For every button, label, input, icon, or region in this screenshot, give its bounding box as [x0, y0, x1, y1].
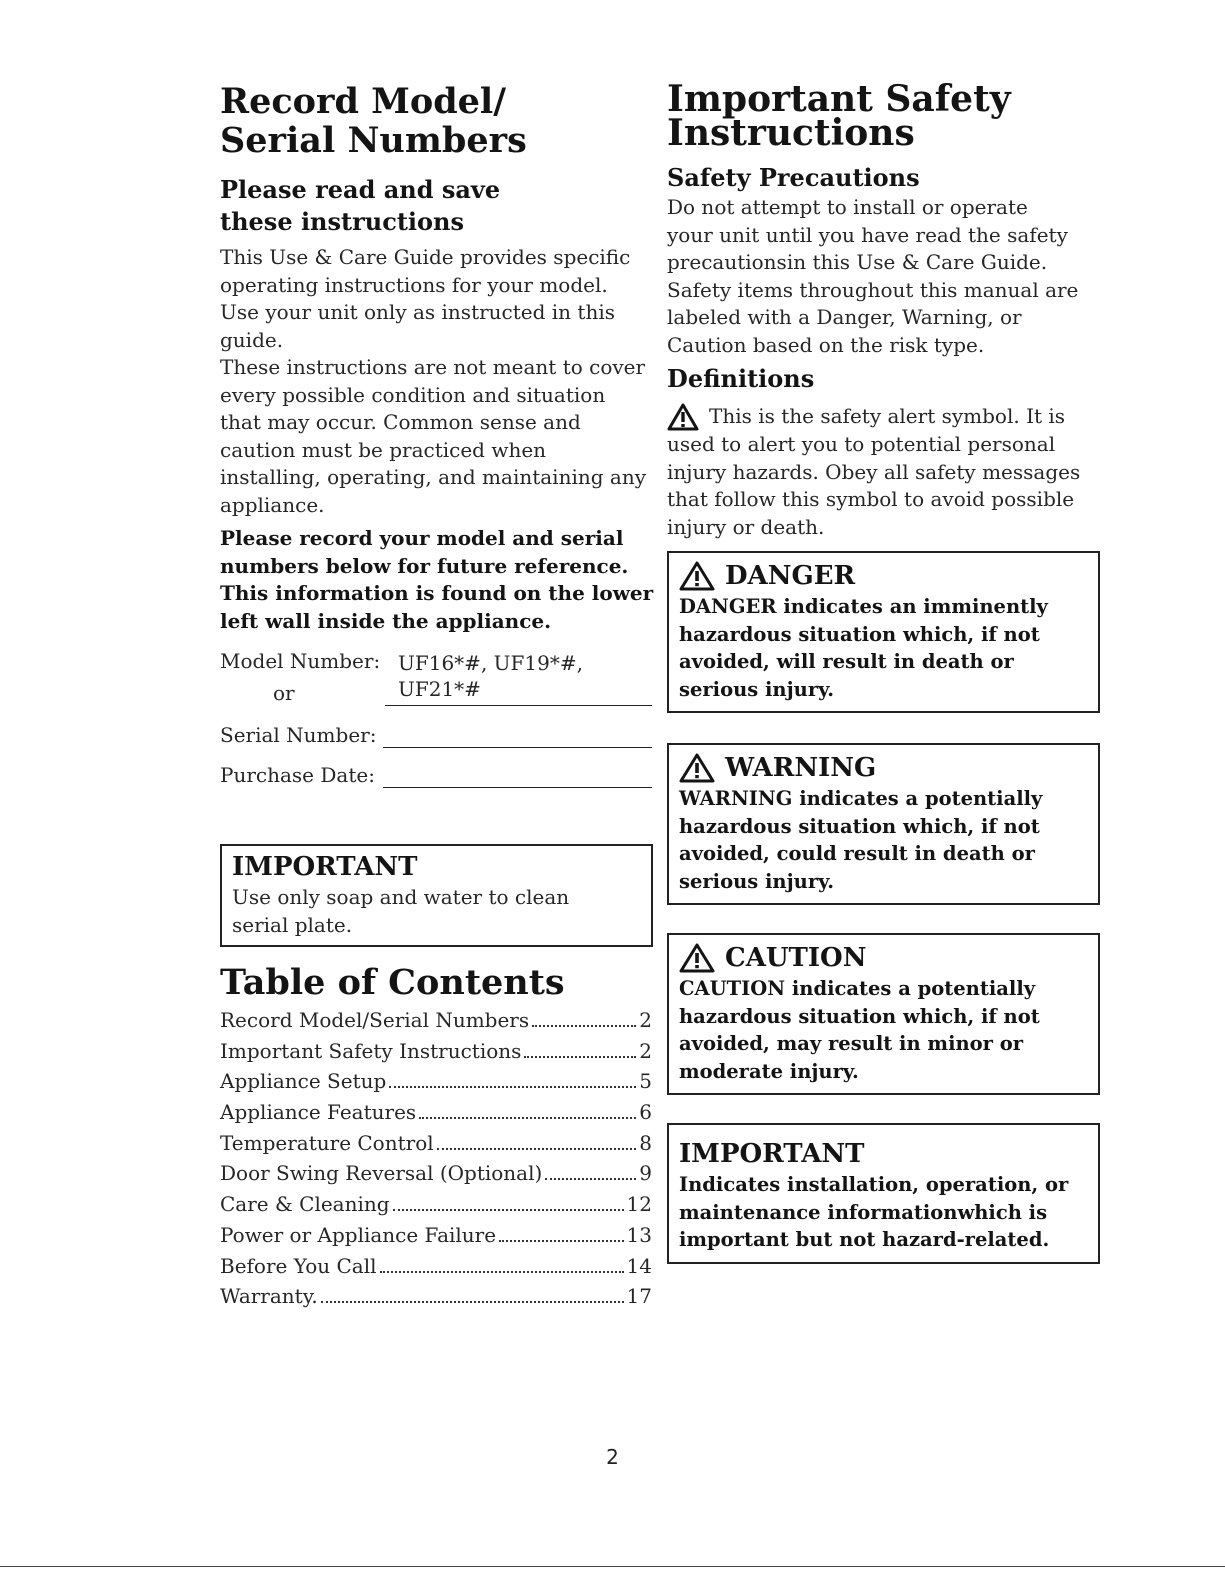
toc-item-page: 9 [639, 1161, 652, 1186]
danger-line: avoided, will result in death or [679, 650, 1014, 673]
precautions-line: Caution based on the risk type. [667, 332, 985, 357]
important-box-serial-plate [220, 844, 653, 947]
toc-item-title: Appliance Setup [220, 1069, 387, 1094]
safety-title-line-1: Important Safety [667, 78, 1011, 120]
toc-leader [532, 1025, 636, 1027]
model-number-label: Model Number: [220, 649, 381, 673]
or-label: or [273, 681, 295, 705]
toc-item[interactable] [220, 1128, 652, 1159]
toc-item-page: 2 [639, 1038, 652, 1063]
toc-item-title: Warranty. [220, 1284, 318, 1309]
serial-number-line[interactable] [383, 747, 652, 748]
intro-line: Use your unit only as instructed in this [220, 300, 615, 324]
model-number-value-2: UF21*# [398, 677, 481, 701]
toc-item-page: 6 [639, 1100, 652, 1125]
caution-text [679, 975, 1088, 1085]
warning-triangle-icon [679, 753, 715, 783]
purchase-date-line[interactable] [383, 787, 652, 788]
toc-leader [545, 1178, 636, 1180]
toc-item-title: Record Model/Serial Numbers [220, 1008, 530, 1032]
model-number-line[interactable] [385, 705, 652, 706]
toc-item-page: 12 [626, 1192, 652, 1217]
warning-triangle-icon [679, 943, 715, 973]
definitions-line: This is the safety alert symbol. It is [709, 404, 1066, 429]
caution-line: hazardous situation which, if not [679, 1004, 1040, 1028]
left-column [220, 82, 652, 1312]
important-header [679, 1137, 1088, 1171]
record-title [220, 82, 652, 160]
toc-item-page: 17 [626, 1284, 652, 1309]
toc-leader [437, 1148, 637, 1150]
intro-line: that may occur. Common sense and [220, 410, 581, 434]
intro-line: caution must be practiced when [220, 437, 547, 462]
important-line: Use only soap and water to clean [232, 885, 570, 909]
toc-item[interactable] [220, 1005, 652, 1036]
toc-item-title: Before You Call [220, 1253, 377, 1278]
warning-line: hazardous situation which, if not [679, 814, 1040, 838]
toc-leader [393, 1209, 624, 1211]
toc-item-page: 13 [626, 1222, 652, 1247]
precautions-line: Do not attempt to install or operate [667, 195, 1028, 219]
read-save-line-1: Please read and save [220, 175, 501, 204]
caution-header [679, 941, 1088, 975]
warning-header [679, 751, 1088, 785]
important-hazard-line: maintenance informationwhich is [679, 1200, 1048, 1224]
warning-title: WARNING [725, 753, 877, 783]
danger-line: DANGER indicates an imminently [679, 595, 1048, 618]
toc-item-title: Important Safety Instructions [220, 1038, 522, 1063]
safety-title-line-2: Instructions [667, 112, 915, 154]
definitions-paragraph [667, 403, 1100, 541]
toc-leader [389, 1086, 636, 1088]
precautions-line: your unit until you have read the safety [667, 222, 1068, 247]
toc-leader [419, 1117, 636, 1119]
important-title: IMPORTANT [232, 852, 418, 882]
record-line: This information is found on the lower [220, 581, 654, 605]
precautions-line: precautionsin this Use & Care Guide. [667, 250, 1048, 274]
important-box-hazard [667, 1123, 1100, 1264]
intro-line: These instructions are not meant to cover [220, 355, 646, 379]
right-column [667, 78, 1100, 1264]
caution-line: moderate injury. [679, 1059, 859, 1083]
toc-item-title: Care & Cleaning [220, 1192, 390, 1217]
toc-item[interactable] [220, 1281, 652, 1312]
toc-item-page: 8 [639, 1130, 652, 1155]
caution-box [667, 933, 1100, 1095]
intro-line: installing, operating, and maintaining any [220, 465, 646, 489]
warning-line: avoided, could result in death or [679, 842, 1035, 865]
serial-number-label: Serial Number: [220, 723, 377, 747]
precautions-line: Safety items throughout this manual are [667, 277, 1079, 302]
toc-leader [524, 1056, 636, 1058]
caution-line: CAUTION indicates a potentially [679, 977, 1036, 1000]
intro-line: appliance. [220, 492, 325, 517]
toc-title: Table of Contents [220, 962, 565, 1003]
definitions-line: injury hazards. Obey all safety messages [667, 459, 1081, 484]
record-line: numbers below for future reference. [220, 553, 629, 578]
warning-triangle-icon [667, 403, 699, 431]
intro-line: every possible condition and situation [220, 382, 606, 407]
model-number-value-1: UF16*#, UF19*#, [398, 651, 583, 675]
definitions-line: used to alert you to potential personal [667, 432, 1056, 456]
toc-item-page: 2 [639, 1008, 652, 1032]
danger-box [667, 551, 1100, 713]
caution-title: CAUTION [725, 943, 867, 973]
toc-leader [380, 1271, 624, 1273]
caution-line: avoided, may result in minor or [679, 1032, 1024, 1055]
read-save-line-2: these instructions [220, 207, 464, 236]
record-line: left wall inside the appliance. [220, 608, 552, 633]
toc-item[interactable] [220, 1251, 652, 1282]
important-hazard-title: IMPORTANT [679, 1139, 865, 1169]
intro-line: This Use & Care Guide provides specific [220, 245, 631, 269]
toc-item[interactable] [220, 1220, 652, 1251]
danger-header [679, 559, 1088, 593]
page-number: 2 [606, 1445, 619, 1469]
important-hazard-line: important but not hazard-related. [679, 1228, 1050, 1251]
toc-item[interactable] [220, 1158, 652, 1189]
intro-paragraph [220, 244, 652, 519]
warning-box [667, 743, 1100, 905]
toc-item-title: Appliance Features [220, 1100, 417, 1125]
danger-line: serious injury. [679, 677, 834, 701]
safety-precautions-heading: Safety Precautions [667, 163, 920, 192]
precautions-paragraph [667, 194, 1100, 359]
purchase-date-label: Purchase Date: [220, 763, 375, 787]
toc-leader [499, 1240, 623, 1242]
toc-item[interactable] [220, 1036, 652, 1067]
warning-line: serious injury. [679, 869, 834, 893]
record-title-line-2: Serial Numbers [220, 120, 527, 161]
toc-item-title: Temperature Control [220, 1130, 434, 1155]
toc-item[interactable] [220, 1066, 652, 1097]
record-instructions [220, 525, 652, 635]
danger-text [679, 593, 1088, 703]
important-line: serial plate. [232, 912, 353, 937]
danger-title: DANGER [725, 561, 856, 591]
definitions-heading: Definitions [667, 364, 815, 393]
read-save-heading [220, 174, 652, 238]
danger-line: hazardous situation which, if not [679, 622, 1040, 646]
toc-item[interactable] [220, 1097, 652, 1128]
important-hazard-line: Indicates installation, operation, or [679, 1173, 1069, 1196]
toc-leader [321, 1301, 624, 1303]
toc-item-title: Power or Appliance Failure [220, 1222, 497, 1247]
toc-item[interactable] [220, 1189, 652, 1220]
precautions-line: labeled with a Danger, Warning, or [667, 305, 1022, 329]
warning-line: WARNING indicates a potentially [679, 787, 1043, 810]
warning-triangle-icon [679, 561, 715, 591]
record-title-line-1: Record Model/ [220, 81, 507, 122]
intro-line: operating instructions for your model. [220, 272, 608, 297]
important-hazard-text [679, 1171, 1088, 1254]
record-form [220, 649, 652, 814]
definitions-first-line [667, 403, 1100, 431]
definitions-line: that follow this symbol to avoid possible [667, 487, 1075, 511]
record-line: Please record your model and serial [220, 526, 624, 550]
toc-item-page: 14 [626, 1253, 652, 1278]
bottom-rule [0, 1566, 1225, 1567]
definitions-line: injury or death. [667, 514, 825, 539]
toc-item-title: Door Swing Reversal (Optional) [220, 1161, 543, 1186]
safety-title [667, 78, 1100, 154]
intro-line: guide. [220, 327, 284, 352]
toc-item-page: 5 [639, 1069, 652, 1094]
warning-text [679, 785, 1088, 895]
table-of-contents [220, 1005, 652, 1312]
